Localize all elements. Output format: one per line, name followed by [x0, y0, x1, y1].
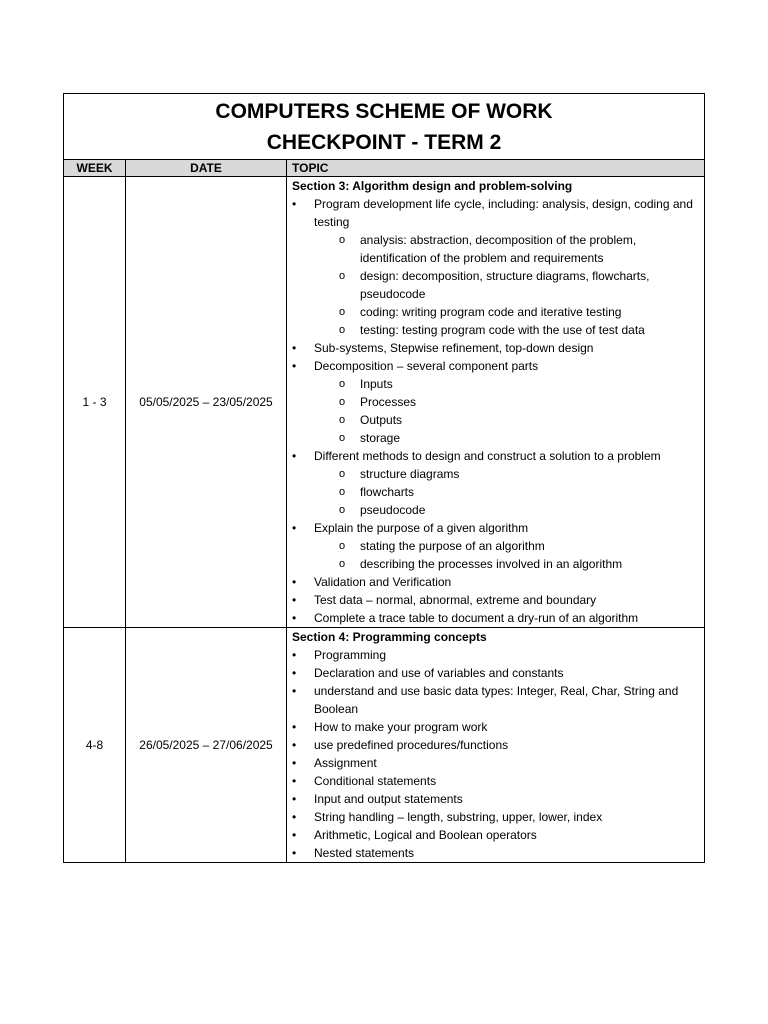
- list-item: [292, 808, 698, 826]
- list-item-text: Explain the purpose of a given algorithm: [314, 521, 529, 535]
- list-item-text: Declaration and use of variables and constants: [314, 666, 564, 680]
- list-item: [292, 790, 698, 808]
- list-item-text: Assignment: [314, 756, 377, 770]
- sub-list-item: o structure diagrams: [314, 465, 698, 483]
- sub-list-item: o coding: writing program code and iterative testing: [314, 303, 698, 321]
- section-heading: Section 3: Algorithm design and problem-solving: [292, 179, 573, 193]
- sub-list-item: o Outputs: [314, 411, 698, 429]
- list-item-text: Sub-systems, Stepwise refinement, top-down design: [314, 341, 594, 355]
- header-week: WEEK: [64, 160, 126, 177]
- date-cell: 26/05/2025 – 27/06/2025: [126, 628, 287, 863]
- scheme-table: [63, 93, 705, 863]
- sub-list-item: o stating the purpose of an algorithm: [314, 537, 698, 555]
- list-item-text: Programming: [314, 648, 387, 662]
- list-item-text: Nested statements: [314, 846, 415, 860]
- table-row: [64, 177, 705, 628]
- sub-list-item: o analysis: abstraction, decomposition of the problem, identification of the problem and requirements: [314, 231, 698, 267]
- topic-list: [292, 195, 698, 627]
- list-item-text: Conditional statements: [314, 774, 437, 788]
- list-item-text: Decomposition – several component parts: [314, 359, 539, 373]
- header-row: [64, 160, 705, 177]
- list-item: [292, 754, 698, 772]
- table-body: [64, 177, 705, 863]
- list-item-text: String handling – length, substring, upper, lower, index: [314, 810, 603, 824]
- sub-list-item: o storage: [314, 429, 698, 447]
- sub-list-item: o design: decomposition, structure diagrams, flowcharts, pseudocode: [314, 267, 698, 303]
- list-item-text: Test data – normal, abnormal, extreme and boundary: [314, 593, 597, 607]
- section-heading: Section 4: Programming concepts: [292, 630, 487, 644]
- header-topic: TOPIC: [287, 160, 705, 177]
- header-date: DATE: [126, 160, 287, 177]
- list-item: [292, 844, 698, 862]
- list-item: [292, 718, 698, 736]
- scheme-document: [63, 93, 704, 863]
- week-cell: 4-8: [64, 628, 126, 863]
- list-item-text: use predefined procedures/functions: [314, 738, 509, 752]
- document-title: COMPUTERS SCHEME OF WORK: [215, 100, 553, 123]
- list-item: [292, 519, 698, 537]
- list-item: [292, 664, 698, 682]
- list-item: [292, 357, 698, 375]
- document-subtitle: CHECKPOINT - TERM 2: [266, 131, 502, 154]
- list-item-text: How to make your program work: [314, 720, 488, 734]
- list-item: [292, 682, 698, 718]
- sub-list-item: o Inputs: [314, 375, 698, 393]
- title-block: [64, 94, 705, 160]
- list-item: [292, 736, 698, 754]
- list-item: [292, 339, 698, 357]
- list-item: [292, 772, 698, 790]
- sub-topic-list: [292, 465, 698, 519]
- sub-list-item: o flowcharts: [314, 483, 698, 501]
- list-item: [292, 195, 698, 231]
- topic-list: [292, 646, 698, 862]
- sub-list-item: o pseudocode: [314, 501, 698, 519]
- sub-list-item: o describing the processes involved in an algorithm: [314, 555, 698, 573]
- list-item: [292, 591, 698, 609]
- list-item-text: Input and output statements: [314, 792, 463, 806]
- date-cell: 05/05/2025 – 23/05/2025: [126, 177, 287, 628]
- sub-topic-list: [292, 231, 698, 339]
- sub-list-item: o testing: testing program code with the use of test data: [314, 321, 698, 339]
- list-item: [292, 609, 698, 627]
- list-item: [292, 573, 698, 591]
- list-item: [292, 447, 698, 465]
- list-item: [292, 646, 698, 664]
- topic-cell: [287, 628, 705, 863]
- list-item-text: Program development life cycle, including: analysis, design, coding and testing: [314, 197, 693, 229]
- list-item-text: understand and use basic data types: Integer, Real, Char, String and Boolean: [314, 684, 679, 716]
- sub-topic-list: [292, 375, 698, 447]
- list-item-text: Different methods to design and construct a solution to a problem: [314, 449, 661, 463]
- topic-cell: [287, 177, 705, 628]
- sub-topic-list: [292, 537, 698, 573]
- sub-list-item: o Processes: [314, 393, 698, 411]
- table-row: [64, 628, 705, 863]
- list-item-text: Validation and Verification: [314, 575, 452, 589]
- list-item-text: Complete a trace table to document a dry-run of an algorithm: [314, 611, 639, 625]
- week-cell: 1 - 3: [64, 177, 126, 628]
- list-item: [292, 826, 698, 844]
- list-item-text: Arithmetic, Logical and Boolean operators: [314, 828, 537, 842]
